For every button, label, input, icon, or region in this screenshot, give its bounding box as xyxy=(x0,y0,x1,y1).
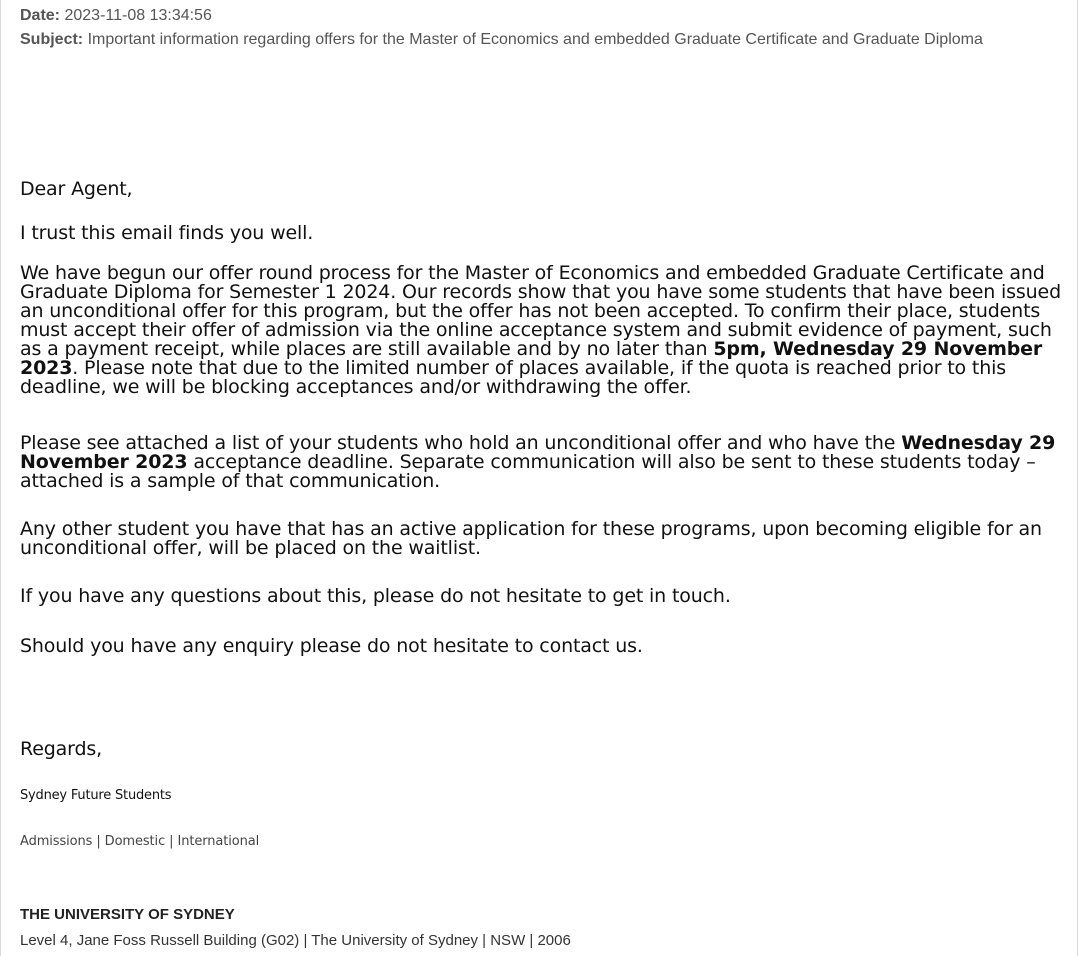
offer-round-text-2: . Please note that due to the limited number of places available, if the quota is reached prior to this deadline, we will be blocking acceptances and/or withdrawing the offer. xyxy=(20,357,1006,398)
enquiry-paragraph: Should you have any enquiry please do not hesitate to contact us. xyxy=(20,635,643,657)
questions-paragraph: If you have any questions about this, please do not hesitate to get in touch. xyxy=(20,585,731,607)
subject-label: Subject: xyxy=(20,31,84,48)
signature-address: Level 4, Jane Foss Russell Building (G02) | The University of Sydney | NSW | 2006 xyxy=(20,932,571,949)
signature-university: THE UNIVERSITY OF SYDNEY xyxy=(20,906,235,923)
deadline-date: Wednesday 29 November 2023 xyxy=(20,432,1056,473)
closing: Regards, xyxy=(20,738,103,760)
acceptance-deadline: 5pm, Wednesday 29 November 2023 xyxy=(20,338,1043,379)
subject-line xyxy=(20,28,1050,52)
date-line xyxy=(20,4,1050,28)
date-label: Date: xyxy=(20,7,61,24)
attached-list-text-2: acceptance deadline. Separate communication will also be sent to these students today – attached is a sample of that communication. xyxy=(20,451,1036,492)
intro-paragraph: I trust this email finds you well. xyxy=(20,222,314,244)
offer-round-paragraph xyxy=(20,264,1065,397)
attached-list-paragraph xyxy=(20,434,1065,491)
offer-round-text-1: We have begun our offer round process for the Master of Economics and embedded Graduate Certificate and Graduate Diploma for Semester 1 2024. Our records show that you have some students that have been issued an unconditional offer for this program, but the offer has not been accepted. To confirm their place, students must accept their offer of admission via the online acceptance system and submit evidence of payment, such as a payment receipt, while places are still available and by no later than xyxy=(20,262,1061,360)
subject-value: Important information regarding offers for the Master of Economics and embedded Graduate Certificate and Graduate Diploma xyxy=(87,31,983,48)
signature-org: Sydney Future Students xyxy=(20,788,172,803)
date-value: 2023-11-08 13:34:56 xyxy=(64,7,212,24)
attached-list-text-1: Please see attached a list of your students who hold an unconditional offer and who have the xyxy=(20,432,902,454)
waitlist-paragraph: Any other student you have that has an active application for these programs, upon becoming eligible for an unconditional offer, will be placed on the waitlist. xyxy=(20,518,1042,559)
greeting: Dear Agent, xyxy=(20,178,133,200)
email-header xyxy=(20,4,1050,52)
signature-departments: Admissions | Domestic | International xyxy=(20,834,260,849)
